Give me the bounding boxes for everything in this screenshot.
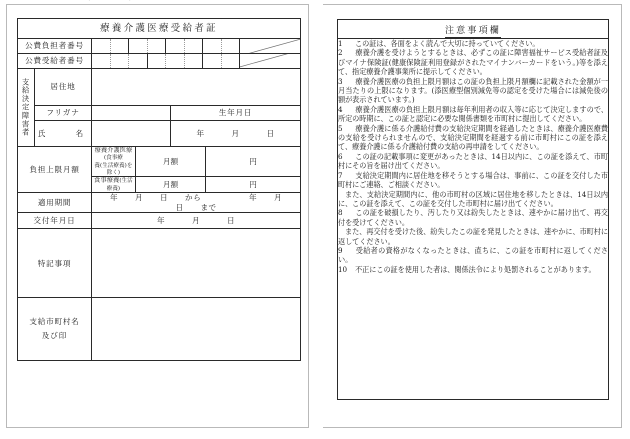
period-value[interactable] xyxy=(92,193,301,213)
notice-page xyxy=(315,0,630,439)
notice-item-number: 1 xyxy=(338,39,343,48)
number-box[interactable] xyxy=(92,54,111,68)
cap-category-meal-paren1: (生活療養) xyxy=(106,178,133,192)
cap-medical-currency: 円 xyxy=(249,156,257,166)
cap-row-medical xyxy=(18,147,301,177)
notice-item-text: この証を破損したり、汚したり又は紛失したときは、速やかに届け出て、再交付を受けてください。 xyxy=(338,208,609,227)
municipality-row xyxy=(18,298,301,361)
cap-category-meal xyxy=(92,177,136,193)
notice-item xyxy=(338,190,608,209)
person-block-label-cell xyxy=(18,69,35,147)
notice-item-number: 2 xyxy=(338,48,343,58)
number-box[interactable] xyxy=(148,54,167,68)
notice-item xyxy=(338,48,608,76)
number-box[interactable] xyxy=(92,39,111,53)
issue-year-unit: 年 xyxy=(156,216,166,226)
number-box[interactable] xyxy=(222,54,240,68)
notice-item xyxy=(338,208,608,227)
notice-item-text: 療養介護医療の負担上限月額はこの証の負担上限月額欄に記載された金額が一月当たりの上限になります。(添医療型個別減免等の認定を受けた場合には減免後の額が表示されています。) xyxy=(338,76,608,105)
cap-meal-monthly-label: 月額 xyxy=(136,177,206,193)
cap-meal-amount[interactable] xyxy=(206,177,301,193)
notice-item-number: 3 xyxy=(338,76,343,86)
birth-month-unit: 月 xyxy=(231,128,240,138)
issue-day-unit: 日 xyxy=(227,216,236,226)
public-payer-number-label: 公費負担者番号 xyxy=(18,39,92,54)
number-box[interactable] xyxy=(166,39,185,53)
issue-date-value[interactable] xyxy=(92,213,301,229)
notice-item xyxy=(338,124,608,152)
number-box[interactable] xyxy=(203,39,222,53)
certificate-title: 療養介護医療受給者証 xyxy=(18,19,301,39)
cap-category-medical-paren2: 養(生活療養)を除く) xyxy=(94,162,133,176)
number-box[interactable] xyxy=(111,39,130,53)
cap-label: 負担上限月額 xyxy=(18,147,92,193)
notice-item-number: 10 xyxy=(338,264,347,274)
cap-category-medical-paren1: (食事療 xyxy=(103,155,124,162)
notice-item xyxy=(338,77,608,105)
period-from-month: 月 xyxy=(134,193,144,203)
birth-day-unit: 日 xyxy=(266,128,275,138)
notice-item xyxy=(338,152,608,171)
notice-item-number: 6 xyxy=(338,151,343,161)
remarks-row xyxy=(18,229,301,298)
birthdate-value[interactable] xyxy=(171,121,301,147)
certificate-table xyxy=(17,18,301,361)
notice-body xyxy=(338,39,609,400)
address-value[interactable] xyxy=(92,69,301,106)
notice-item-number: 5 xyxy=(338,123,343,133)
notice-item xyxy=(338,39,608,48)
furigana-value[interactable] xyxy=(92,106,171,121)
period-row xyxy=(18,193,301,213)
furigana-label: フリガナ xyxy=(35,106,92,121)
remarks-value[interactable] xyxy=(92,229,301,298)
notice-item-text: 療養介護に係る介護給付費の支給決定期間を経過したときは、療養介護医療費の支給を受けられませんので、支給決定期間を経過する前に市町村にこの証を添えて、療養介護に係る介護給付費の支給の再申請をしてください。 xyxy=(338,123,608,152)
notice-item-text: この証の記載事項に変更があったときは、14日以内に、この証を添えて、市町村にその旨を届け出てください。 xyxy=(338,151,608,171)
public-recipient-number-boxes[interactable] xyxy=(92,54,240,69)
period-from-day: 日 xyxy=(159,193,169,203)
number-box[interactable] xyxy=(222,39,240,53)
name-row xyxy=(18,121,301,147)
notice-table xyxy=(337,19,609,400)
issue-date-row xyxy=(18,213,301,229)
period-to-suffix: まで xyxy=(200,202,217,212)
period-from-year: 年 xyxy=(109,193,119,203)
number-box[interactable] xyxy=(185,39,204,53)
cap-medical-amount[interactable] xyxy=(206,147,301,177)
number-box[interactable] xyxy=(129,39,148,53)
notice-title-row xyxy=(338,20,609,39)
notice-item xyxy=(338,105,608,124)
public-payer-number-boxes[interactable] xyxy=(92,39,240,54)
name-label: 氏 名 xyxy=(35,121,92,147)
municipality-value[interactable] xyxy=(92,298,301,361)
notice-item-number: 9 xyxy=(338,245,343,255)
address-row xyxy=(18,69,301,106)
notice-body-row xyxy=(338,39,609,400)
notice-item xyxy=(338,246,608,265)
issue-date-label: 交付年月日 xyxy=(18,213,92,229)
notice-item-text: また、再交付を受けた後、紛失したこの証を発見したときは、速やかに、市町村に返してください。 xyxy=(338,227,608,246)
birth-year-unit: 年 xyxy=(196,128,205,138)
period-from-suffix: から xyxy=(185,193,202,203)
cap-medical-monthly-label: 月額 xyxy=(136,147,206,177)
number-box[interactable] xyxy=(185,54,204,68)
period-to-day: 日 xyxy=(175,202,184,212)
birthdate-label: 生年月日 xyxy=(171,106,301,121)
notice-title-cell xyxy=(338,20,609,39)
cap-category-medical xyxy=(92,147,136,177)
notice-item-text: 療養介護医療の負担上限月額は毎年利用者の収入等に応じて決定しますので、所定の時期に、この証と認定に必要な関係書類を市町村に提出してください。 xyxy=(338,104,609,124)
period-to-year: 年 xyxy=(249,193,258,203)
municipality-label xyxy=(18,298,92,361)
municipality-label-line2: 及び印 xyxy=(41,331,68,341)
number-box[interactable] xyxy=(111,54,130,68)
municipality-label-line1: 支給市町村名 xyxy=(29,316,80,326)
notice-item-text: また、支給決定期間内に、他の市町村の区域に居住地を移したときは、14日以内に、この証を添えて、この証を交付した市町村に届け出てください。 xyxy=(338,189,608,208)
notice-item-number: 8 xyxy=(338,208,343,218)
notice-item-number: 4 xyxy=(338,104,343,114)
cap-category-meal-main: 食事療養 xyxy=(94,177,120,185)
notice-page-frame xyxy=(323,4,622,428)
recipient-blank-area xyxy=(240,54,301,69)
certificate-page-frame xyxy=(6,4,309,428)
notice-item-text: この証は、各面をよく読んで大切に持っていてください。 xyxy=(355,39,540,48)
number-box[interactable] xyxy=(148,39,167,53)
number-box[interactable] xyxy=(166,54,185,68)
public-payer-number-row xyxy=(18,39,301,54)
certificate-title-row xyxy=(18,19,301,39)
notice-item-list xyxy=(338,39,608,274)
public-recipient-number-label: 公費受給者番号 xyxy=(18,54,92,69)
notice-item xyxy=(338,265,608,274)
notice-item-number: 7 xyxy=(338,170,343,180)
payer-blank-area xyxy=(240,39,301,54)
notice-item-text: 不正にこの証を使用した者は、関係法令により処罰されることがあります。 xyxy=(355,264,596,274)
number-box[interactable] xyxy=(203,54,222,68)
notice-item xyxy=(338,171,608,190)
cap-meal-currency: 円 xyxy=(249,180,257,190)
person-block-label: 支給決定障害者 xyxy=(21,78,31,137)
address-label: 居住地 xyxy=(35,69,92,106)
notice-item xyxy=(338,227,608,246)
notice-item-text: 受給者の資格がなくなったときは、直ちに、この証を市町村に返してください。 xyxy=(338,245,609,265)
notice-item-text: 支給決定期間内に居住地を移そうとする場合は、事前に、この証を交付した市町村にご連絡、ご相談ください。 xyxy=(338,170,608,190)
notice-title: 注意事項欄 xyxy=(444,25,501,36)
cap-category-medical-main: 療養介護医療 xyxy=(94,147,133,154)
public-recipient-number-row xyxy=(18,54,301,69)
furigana-row xyxy=(18,106,301,121)
name-value[interactable] xyxy=(92,121,171,147)
number-box[interactable] xyxy=(129,54,148,68)
notice-item-text: 療養介護を受けようとするときは、必ずこの証に障害福祉サービス受給者証及びマイナ保険証(健康保険証利用登録がされたマイナンバーカードをいう。)等を添えて、指定療養介護事業所に提示してください。 xyxy=(338,48,608,77)
remarks-label: 特記事項 xyxy=(18,229,92,298)
issue-month-unit: 月 xyxy=(192,216,201,226)
period-label: 適用期間 xyxy=(18,193,92,213)
period-to-month: 月 xyxy=(274,193,283,203)
